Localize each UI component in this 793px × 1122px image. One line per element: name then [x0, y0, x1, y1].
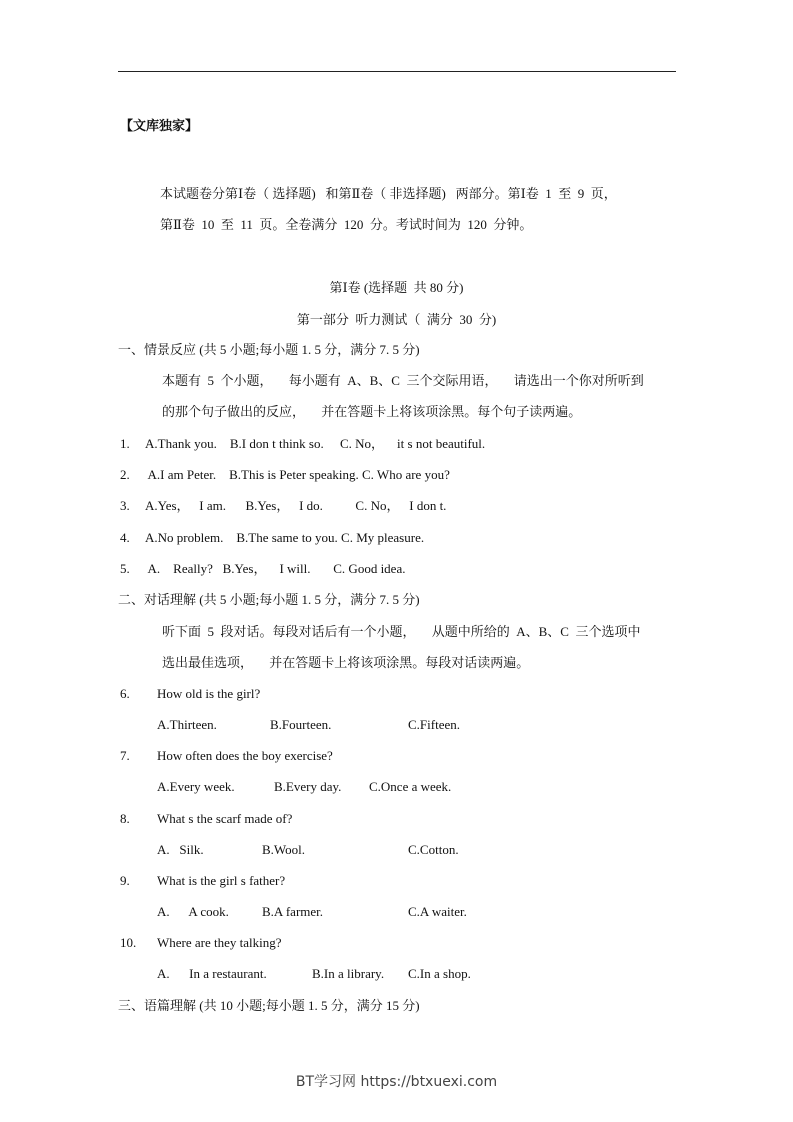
- section1-instruction-2: 的那个句子做出的反应， 并在答题卡上将该项涂黑。每个句子读两遍。: [162, 404, 582, 419]
- question-number: 7.: [120, 748, 130, 764]
- question-text: How old is the girl?: [157, 686, 261, 701]
- list-item: [120, 561, 406, 577]
- list-item: [120, 530, 425, 546]
- option-b: B.Wool.: [262, 841, 306, 857]
- question-text: What s the scarf made of?: [157, 810, 293, 826]
- section3-title: 三、语篇理解 (共 10 小题;每小题 1. 5 分，满分 15 分): [118, 998, 420, 1013]
- intro-line-1: 本试题卷分第Ⅰ卷（ 选择题) 和第Ⅱ卷（ 非选择题) 两部分。第Ⅰ卷 1 至 9 页，: [160, 186, 617, 201]
- list-item: [120, 436, 486, 452]
- option-a: A.Every week.: [157, 779, 235, 795]
- list-item: [120, 467, 450, 483]
- item-text: A.No problem. B.The same to you. C. My pleasure.: [145, 530, 425, 545]
- item-number: 2.: [120, 467, 130, 482]
- option-c: C.Cotton.: [408, 841, 459, 857]
- option-a: A. A cook.: [157, 903, 229, 919]
- item-number: 4.: [120, 530, 130, 545]
- question-number: 6.: [120, 686, 130, 701]
- volume-title: 第Ⅰ卷 (选择题 共 80 分): [329, 280, 464, 295]
- option-a: A. In a restaurant.: [157, 966, 267, 982]
- option-c: C.In a shop.: [408, 966, 471, 982]
- section2-instruction-1: 听下面 5 段对话。每段对话后有一个小题， 从题中所给的 A、B、C 三个选项中: [162, 624, 641, 639]
- question-number: 8.: [120, 810, 130, 826]
- item-text: A.Yes， I am. B.Yes， I do. C. No， I don t.: [145, 498, 447, 513]
- option-c: C.A waiter.: [408, 903, 467, 919]
- part-title: 第一部分 听力测试（ 满分 30 分): [296, 312, 497, 327]
- header-rule: [118, 71, 676, 72]
- section2-instruction-2: 选出最佳选项， 并在答题卡上将该项涂黑。每段对话读两遍。: [162, 655, 530, 670]
- item-text: A.Thank you. B.I don t think so. C. No， it s not beautiful.: [145, 436, 486, 451]
- list-item: [120, 498, 447, 514]
- item-text: A. Really? B.Yes， I will. C. Good idea.: [145, 561, 406, 576]
- question-number: 9.: [120, 872, 130, 888]
- section2-title: 二、对话理解 (共 5 小题;每小题 1. 5 分，满分 7. 5 分): [118, 592, 420, 607]
- footer-watermark: BT学习网 https://btxuexi.com: [295, 1074, 498, 1090]
- intro-line-2: 第Ⅱ卷 10 至 11 页。全卷满分 120 分。考试时间为 120 分钟。: [160, 217, 533, 232]
- item-number: 5.: [120, 561, 130, 576]
- option-b: B.Fourteen.: [270, 717, 332, 732]
- option-a: A.Thirteen.: [157, 717, 217, 732]
- option-b: B.In a library.: [312, 966, 385, 982]
- option-c: C.Fifteen.: [408, 717, 460, 732]
- item-number: 3.: [120, 498, 130, 513]
- section1-instruction-1: 本题有 5 个小题， 每小题有 A、B、C 三个交际用语， 请选出一个你对所听到: [162, 373, 644, 388]
- question-text: Where are they talking?: [157, 935, 282, 951]
- option-b: B.A farmer.: [262, 903, 324, 919]
- section1-title: 一、情景反应 (共 5 小题;每小题 1. 5 分，满分 7. 5 分): [118, 342, 420, 357]
- question-text: What is the girl s father?: [157, 872, 286, 888]
- question-number: 10.: [120, 935, 137, 951]
- option-a: A. Silk.: [157, 841, 204, 857]
- question-text: How often does the boy exercise?: [157, 748, 333, 764]
- header-tag: 【文库独家】: [120, 118, 199, 133]
- option-b: B.Every day.: [274, 779, 342, 795]
- option-c: C.Once a week.: [369, 779, 452, 795]
- item-text: A.I am Peter. B.This is Peter speaking. C. Who are you?: [145, 467, 450, 482]
- item-number: 1.: [120, 436, 130, 451]
